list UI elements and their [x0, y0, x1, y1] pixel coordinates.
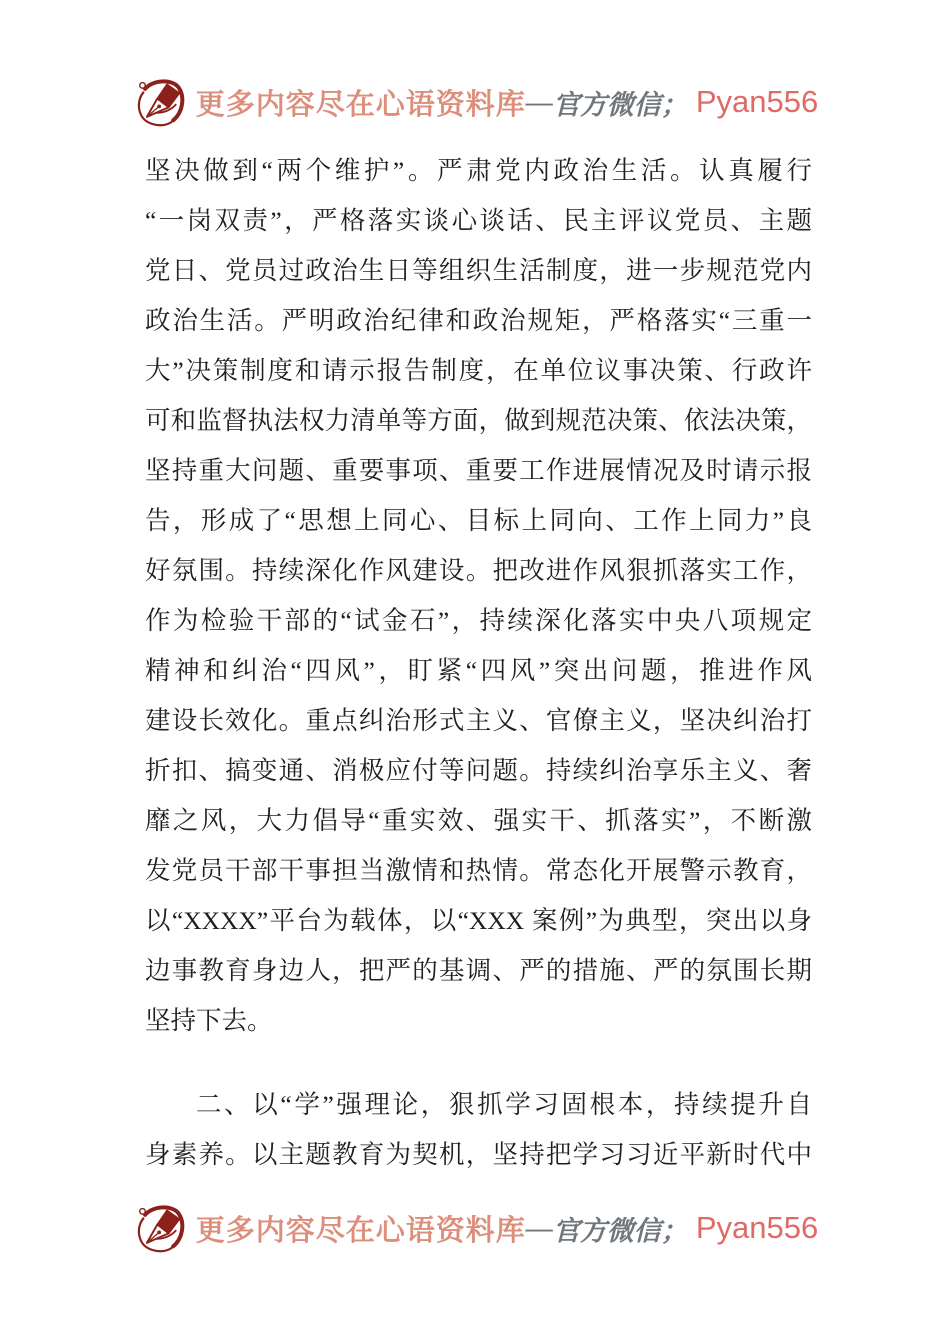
- watermark-separator: —: [525, 1212, 553, 1243]
- watermark-brand-text: 更多内容尽在心语资料库: [195, 88, 526, 121]
- text-line: 党日、党员过政治生日等组织生活制度，进一步规范党内: [145, 256, 812, 285]
- text-line: 作为检验干部的“试金石”，持续深化落实中央八项规定: [145, 606, 812, 635]
- text-line: 边事教育身边人，把严的基调、严的措施、严的氛围长期: [145, 956, 812, 985]
- paragraph-2: [145, 1080, 812, 1180]
- text-line: 以“XXXX”平台为载体，以“XXX 案例”为典型，突出以身: [145, 906, 812, 935]
- paragraph-1: [145, 146, 812, 1046]
- watermark-separator: —: [525, 86, 553, 117]
- text-line: 可和监督执法权力清单等方面，做到规范决策、依法决策，: [145, 406, 812, 435]
- text-line: “一岗双责”，严格落实谈心谈话、民主评议党员、主题: [145, 206, 812, 235]
- text-line: 大”决策制度和请示报告制度，在单位议事决策、行政许: [145, 356, 812, 385]
- text-line: 身素养。以主题教育为契机，坚持把学习习近平新时代中: [145, 1140, 812, 1169]
- text-line: 告，形成了“思想上同心、目标上同向、工作上同力”良: [145, 506, 812, 535]
- text-line: 好氛围。持续深化作风建设。把改进作风狠抓落实工作，: [145, 556, 812, 585]
- pen-nib-logo-icon: [132, 74, 188, 130]
- text-line: 二、以“学”强理论，狠抓学习固根本，持续提升自: [196, 1090, 812, 1119]
- text-line: 坚持下去。: [145, 1006, 273, 1035]
- text-line: 政治生活。严明政治纪律和政治规矩，严格落实“三重一: [145, 306, 812, 335]
- document-body: [145, 146, 812, 1180]
- text-line: 靡之风，大力倡导“重实效、强实干、抓落实”，不断激: [145, 806, 812, 835]
- text-line: 建设长效化。重点纠治形式主义、官僚主义，坚决纠治打: [145, 706, 812, 735]
- watermark-brand-text: 更多内容尽在心语资料库: [195, 1214, 526, 1247]
- footer-watermark: [0, 1200, 950, 1256]
- text-line: 发党员干部干事担当激情和热情。常态化开展警示教育，: [145, 856, 812, 885]
- watermark-wechat-label: 官方微信；: [552, 89, 688, 120]
- watermark-wechat-id: Pyan556: [695, 84, 819, 119]
- text-line: 坚持重大问题、重要事项、重要工作进展情况及时请示报: [145, 456, 812, 485]
- text-line: 折扣、搞变通、消极应付等问题。持续纠治享乐主义、奢: [145, 756, 812, 785]
- text-line: 精神和纠治“四风”，盯紧“四风”突出问题，推进作风: [145, 656, 812, 685]
- text-line: 坚决做到“两个维护”。严肃党内政治生活。认真履行: [145, 156, 812, 185]
- header-watermark: [0, 74, 950, 130]
- watermark-wechat-label: 官方微信；: [552, 1215, 688, 1246]
- pen-nib-logo-icon: [132, 1200, 188, 1256]
- watermark-wechat-id: Pyan556: [695, 1210, 819, 1245]
